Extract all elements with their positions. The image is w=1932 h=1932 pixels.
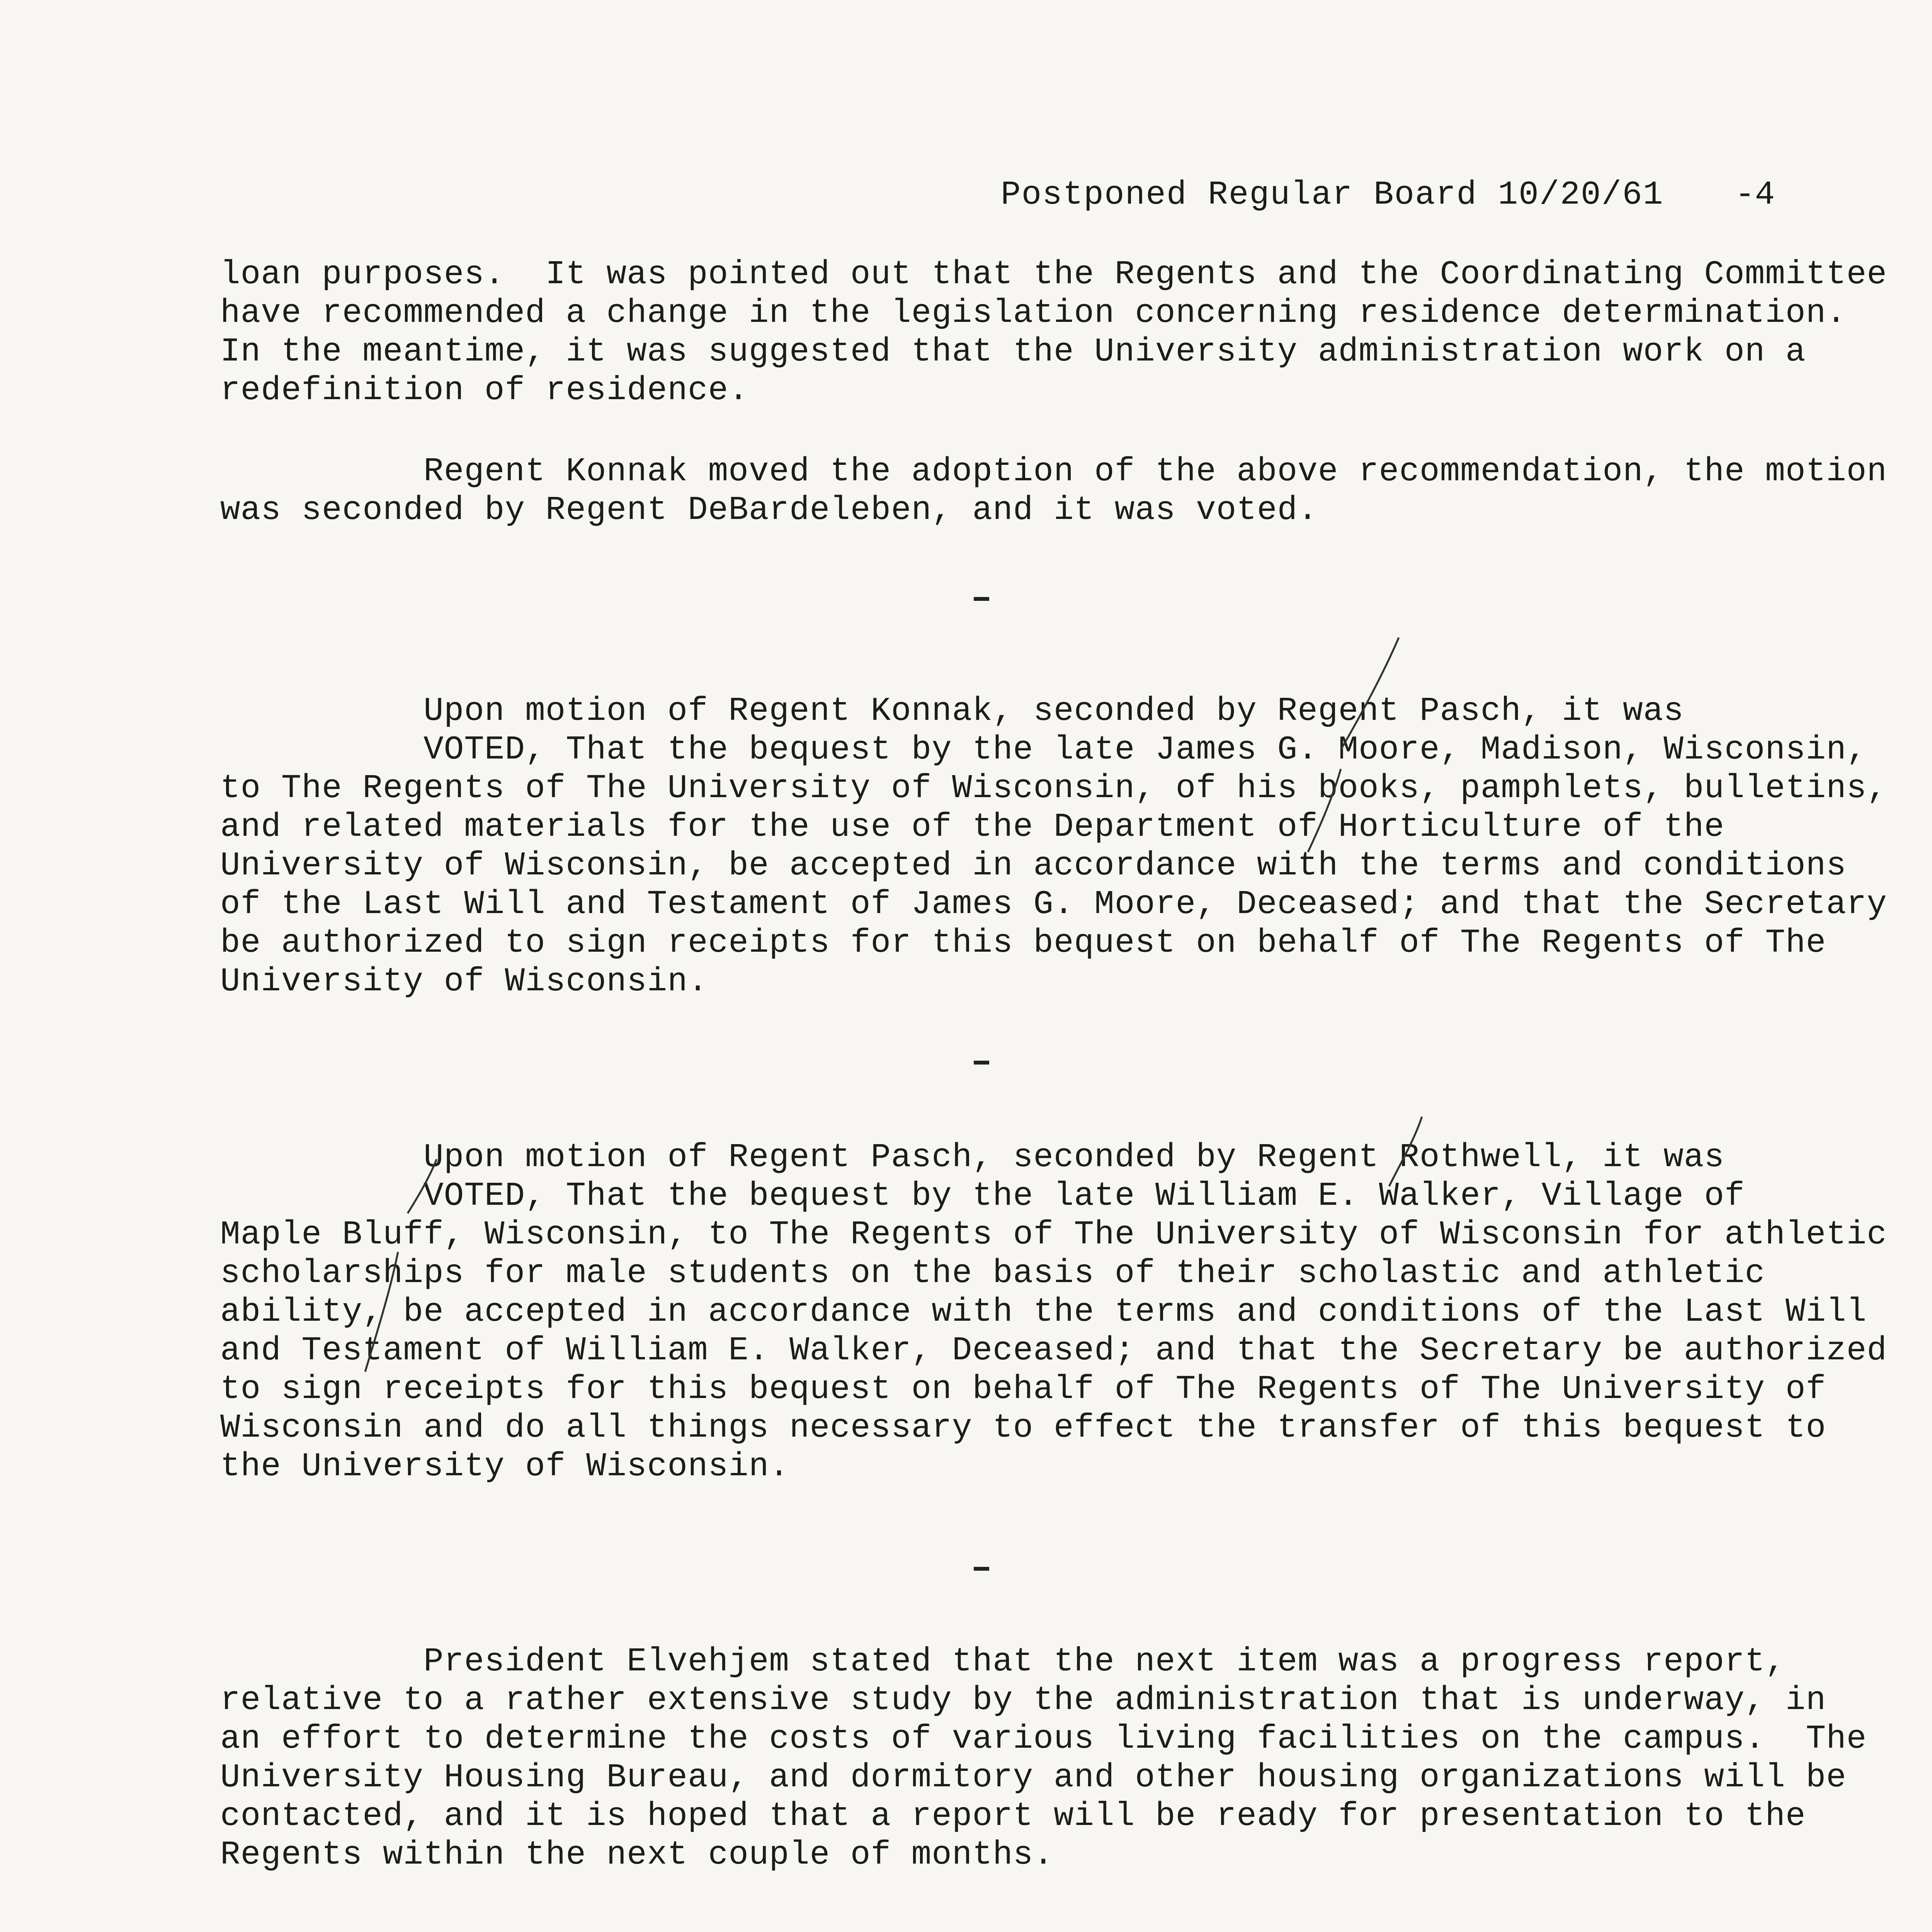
paragraph-housing-report: President Elvehjem stated that the next item was a progress report, relative to a rather extensive study by the administration that is underway, in an effort to determine the costs of various living facilities on the campus. The University Housing Bureau, and dormitory and other housing organizations will be contacted, and it is hoped that a report will be ready for presentation to the Regents within the next couple of months. xyxy=(220,1643,1867,1874)
pen-check-mark xyxy=(1302,765,1349,858)
pen-check-mark xyxy=(1329,634,1406,757)
pen-check-mark xyxy=(1383,1113,1430,1190)
pen-check-mark xyxy=(402,1155,440,1217)
page-header-number: -4 xyxy=(1735,176,1775,214)
pen-check-mark xyxy=(359,1248,406,1376)
paragraph-moore-bequest: Upon motion of Regent Konnak, seconded by Regent Pasch, it was VOTED, That the bequest by the late James G. Moore, Madison, Wisconsin, to The Regents of The University of Wisconsin, of his books, pamphlets, bulletins, and related materials for the use of the Department of Horticulture of the University of Wisconsin, be accepted in accordance with the terms and conditions of the Last Will and Testament of James G. Moore, Deceased; and that the Secretary be authorized to sign receipts for this bequest on behalf of The Regents of The University of Wisconsin. xyxy=(220,692,1887,1000)
paragraph-walker-bequest: Upon motion of Regent Pasch, seconded by Regent Rothwell, it was VOTED, That the bequest by the late William E. Walker, Village of Maple Bluff, Wisconsin, to The Regents of The University of Wisconsin for athletic scholarships for male students on the basis of their scholastic and athletic ability, be accepted in accordance with the terms and conditions of the Last Will and Testament of William E. Walker, Deceased; and that the Secretary be authorized to sign receipts for this bequest on behalf of The Regents of The University of Wisconsin and do all things necessary to effect the transfer of this bequest to the University of Wisconsin. xyxy=(220,1138,1887,1485)
paragraph-residence: loan purposes. It was pointed out that the Regents and the Coordinating Committee have recommended a change in the legislation concerning residence determination. In the meantime, it was suggested that the University administration work on a redefinition of residence. xyxy=(220,255,1887,409)
paragraph-konnak-motion: Regent Konnak moved the adoption of the above recommendation, the motion was seconded by Regent DeBardeleben, and it was voted. xyxy=(220,452,1887,529)
section-separator xyxy=(974,1567,989,1571)
page-header-title: Postponed Regular Board 10/20/61 xyxy=(1001,176,1664,214)
section-separator xyxy=(974,597,989,601)
section-separator xyxy=(974,1061,989,1065)
